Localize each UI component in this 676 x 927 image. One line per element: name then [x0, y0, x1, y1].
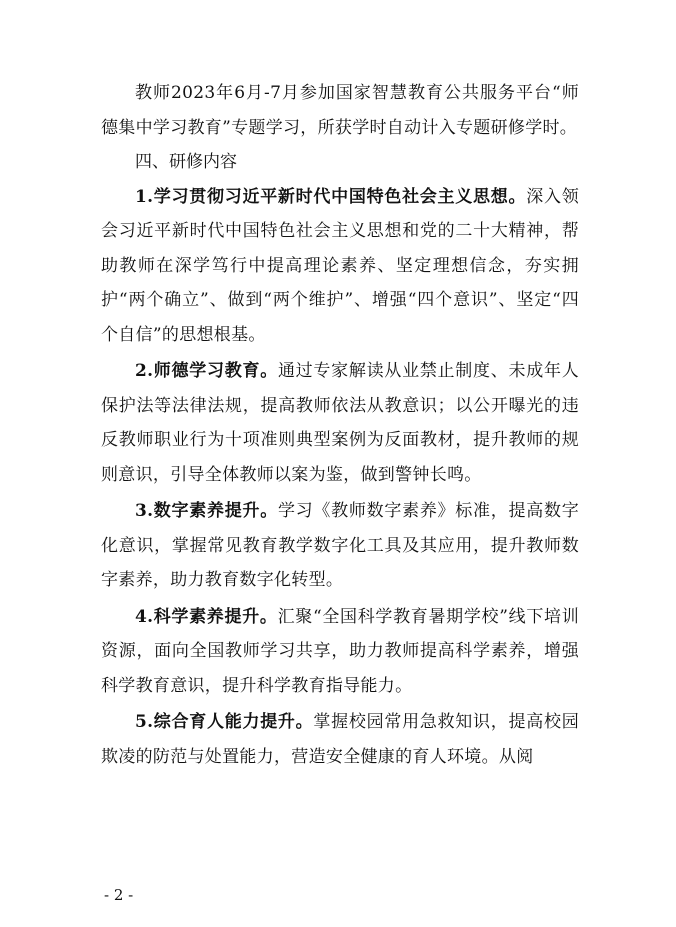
content-item-1-title: 1.学习贯彻习近平新时代中国特色社会主义思想。 — [135, 186, 527, 207]
content-item-3 — [101, 494, 579, 598]
content-item-4-title: 4.科学素养提升。 — [135, 606, 278, 627]
content-item-3-title: 3.数字素养提升。 — [135, 501, 278, 521]
content-item-2 — [101, 354, 579, 492]
content-item-3-text: 学习《教师数字素养》标准，提高数字化意识，掌握常见教育教学数字化工具及其应用，提升教师数字素养，助力教育数字化转型。 — [101, 501, 579, 590]
content-item-2-title: 2.师德学习教育。 — [135, 361, 278, 381]
document-body — [101, 76, 579, 774]
content-item-5 — [101, 705, 579, 774]
content-item-1-text: 深入领会习近平新时代中国特色社会主义思想和党的二十大精神，帮助教师在深学笃行中提高理论素养、坚定理想信念，夯实拥护“两个确立”、做到“两个维护”、增强“四个意识”、坚定“四个自信”的思想根基。 — [101, 186, 579, 345]
content-item-5-title: 5.综合育人能力提升。 — [135, 712, 314, 732]
intro-paragraph: 教师2023年6月-7月参加国家智慧教育公共服务平台“师德集中学习教育”专题学习，所获学时自动计入专题研修学时。 — [101, 83, 579, 138]
content-item-2-text: 通过专家解读从业禁止制度、未成年人保护法等法律法规，提高教师依法从教意识；以公开曝光的违反教师职业行为十项准则典型案例为反面教材，提升教师的规则意识，引导全体教师以案为鉴，做到警钟长鸣。 — [101, 361, 579, 485]
content-item-1 — [101, 180, 579, 353]
page-number: - 2 - — [104, 886, 134, 904]
content-item-5-text: 掌握校园常用急救知识，提高校园欺凌的防范与处置能力，营造安全健康的育人环境。从阅 — [101, 712, 580, 767]
section-heading: 四、研修内容 — [135, 152, 237, 172]
content-item-4-text: 汇聚“全国科学教育暑期学校”线下培训资源，面向全国教师学习共享，助力教师提高科学素养，增强科学教育意识，提升科学教育指导能力。 — [101, 606, 579, 696]
content-item-4 — [101, 600, 579, 704]
